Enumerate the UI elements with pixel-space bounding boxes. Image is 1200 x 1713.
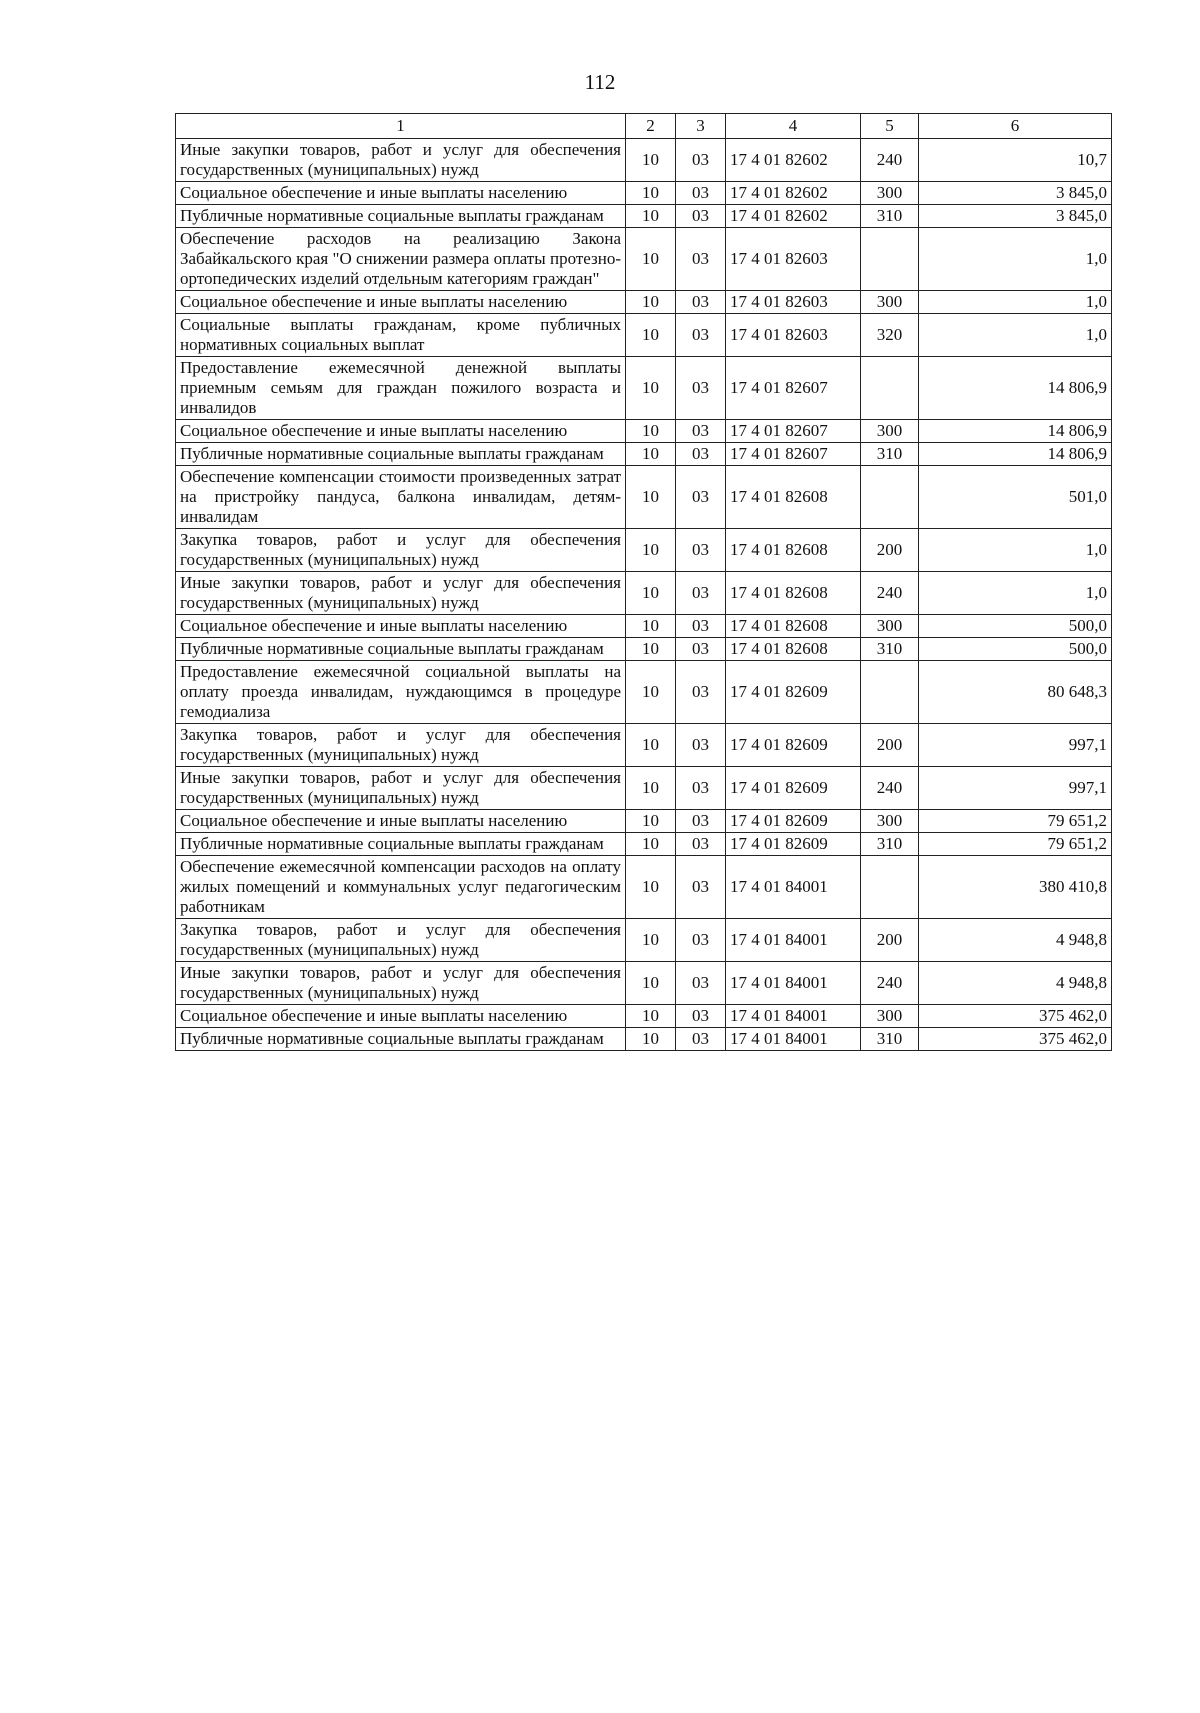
row-subsection: 03 [676,856,726,919]
table-row [176,443,1112,466]
row-amount: 380 410,8 [919,856,1112,919]
table-row [176,139,1112,182]
row-name: Публичные нормативные социальные выплаты гражданам [176,833,626,856]
row-amount: 1,0 [919,228,1112,291]
row-amount: 14 806,9 [919,420,1112,443]
row-target-article: 17 4 01 82602 [726,182,861,205]
row-section: 10 [626,615,676,638]
row-target-article: 17 4 01 82608 [726,572,861,615]
budget-table [175,113,1112,1051]
row-target-article: 17 4 01 82609 [726,810,861,833]
row-subsection: 03 [676,1028,726,1051]
table-row [176,205,1112,228]
row-target-article: 17 4 01 84001 [726,856,861,919]
row-section: 10 [626,443,676,466]
row-name: Социальное обеспечение и иные выплаты населению [176,182,626,205]
row-subsection: 03 [676,182,726,205]
row-subsection: 03 [676,443,726,466]
row-section: 10 [626,833,676,856]
row-subsection: 03 [676,1005,726,1028]
row-expense-type: 240 [861,139,919,182]
header-col-4: 4 [726,114,861,139]
page-number: 112 [584,70,616,94]
row-amount: 1,0 [919,314,1112,357]
table-row [176,1028,1112,1051]
row-subsection: 03 [676,919,726,962]
row-amount: 1,0 [919,529,1112,572]
row-section: 10 [626,357,676,420]
table-row [176,228,1112,291]
row-amount: 375 462,0 [919,1028,1112,1051]
row-subsection: 03 [676,661,726,724]
table-row [176,529,1112,572]
row-subsection: 03 [676,228,726,291]
row-target-article: 17 4 01 82603 [726,291,861,314]
row-amount: 4 948,8 [919,919,1112,962]
table-row [176,1005,1112,1028]
row-name: Закупка товаров, работ и услуг для обеспечения государственных (муниципальных) нужд [176,529,626,572]
row-target-article: 17 4 01 82607 [726,443,861,466]
row-section: 10 [626,139,676,182]
row-name: Закупка товаров, работ и услуг для обеспечения государственных (муниципальных) нужд [176,724,626,767]
row-target-article: 17 4 01 84001 [726,1028,861,1051]
table-row [176,638,1112,661]
row-subsection: 03 [676,314,726,357]
row-expense-type: 310 [861,1028,919,1051]
table-row [176,466,1112,529]
row-subsection: 03 [676,615,726,638]
table-row [176,810,1112,833]
row-section: 10 [626,314,676,357]
table-row [176,420,1112,443]
row-target-article: 17 4 01 82608 [726,466,861,529]
row-expense-type: 200 [861,529,919,572]
row-name: Обеспечение компенсации стоимости произведенных затрат на пристройку пандуса, балкона инвалидам, детям-инвалидам [176,466,626,529]
row-target-article: 17 4 01 82609 [726,767,861,810]
row-name: Публичные нормативные социальные выплаты гражданам [176,205,626,228]
row-section: 10 [626,1028,676,1051]
row-section: 10 [626,919,676,962]
row-section: 10 [626,228,676,291]
row-subsection: 03 [676,833,726,856]
row-target-article: 17 4 01 82603 [726,314,861,357]
row-name: Социальные выплаты гражданам, кроме публичных нормативных социальных выплат [176,314,626,357]
table-row [176,962,1112,1005]
row-section: 10 [626,962,676,1005]
row-section: 10 [626,291,676,314]
row-target-article: 17 4 01 82602 [726,139,861,182]
row-name: Предоставление ежемесячной денежной выплаты приемным семьям для граждан пожилого возраста и инвалидов [176,357,626,420]
table-row [176,833,1112,856]
row-amount: 3 845,0 [919,182,1112,205]
row-target-article: 17 4 01 82609 [726,724,861,767]
row-subsection: 03 [676,572,726,615]
row-name: Социальное обеспечение и иные выплаты населению [176,810,626,833]
table-row [176,572,1112,615]
row-section: 10 [626,767,676,810]
row-section: 10 [626,182,676,205]
table-row [176,856,1112,919]
row-target-article: 17 4 01 82607 [726,420,861,443]
row-expense-type: 240 [861,962,919,1005]
row-expense-type: 200 [861,919,919,962]
row-name: Обеспечение ежемесячной компенсации расходов на оплату жилых помещений и коммунальных услуг педагогическим работникам [176,856,626,919]
row-name: Публичные нормативные социальные выплаты гражданам [176,638,626,661]
table-body [176,139,1112,1051]
row-expense-type: 300 [861,810,919,833]
row-expense-type [861,228,919,291]
row-target-article: 17 4 01 82608 [726,638,861,661]
row-target-article: 17 4 01 82607 [726,357,861,420]
row-name: Социальное обеспечение и иные выплаты населению [176,1005,626,1028]
row-name: Публичные нормативные социальные выплаты гражданам [176,443,626,466]
row-name: Иные закупки товаров, работ и услуг для обеспечения государственных (муниципальных) нужд [176,139,626,182]
row-amount: 14 806,9 [919,357,1112,420]
row-subsection: 03 [676,466,726,529]
table-row [176,767,1112,810]
row-target-article: 17 4 01 84001 [726,1005,861,1028]
row-amount: 375 462,0 [919,1005,1112,1028]
row-section: 10 [626,572,676,615]
table-row [176,615,1112,638]
row-target-article: 17 4 01 84001 [726,919,861,962]
row-subsection: 03 [676,638,726,661]
table-header-row [176,114,1112,139]
row-amount: 997,1 [919,767,1112,810]
row-name: Социальное обеспечение и иные выплаты населению [176,615,626,638]
row-section: 10 [626,466,676,529]
table-row [176,919,1112,962]
row-name: Социальное обеспечение и иные выплаты населению [176,420,626,443]
row-section: 10 [626,724,676,767]
header-col-5: 5 [861,114,919,139]
row-target-article: 17 4 01 82608 [726,615,861,638]
row-subsection: 03 [676,810,726,833]
row-amount: 79 651,2 [919,810,1112,833]
table-row [176,724,1112,767]
row-expense-type [861,466,919,529]
header-col-6: 6 [919,114,1112,139]
header-col-3: 3 [676,114,726,139]
table-row [176,314,1112,357]
row-amount: 501,0 [919,466,1112,529]
row-section: 10 [626,420,676,443]
row-expense-type [861,357,919,420]
row-subsection: 03 [676,420,726,443]
row-section: 10 [626,529,676,572]
row-expense-type: 310 [861,205,919,228]
row-section: 10 [626,205,676,228]
row-amount: 14 806,9 [919,443,1112,466]
row-target-article: 17 4 01 84001 [726,962,861,1005]
row-name: Иные закупки товаров, работ и услуг для обеспечения государственных (муниципальных) нужд [176,962,626,1005]
row-section: 10 [626,856,676,919]
row-name: Публичные нормативные социальные выплаты гражданам [176,1028,626,1051]
table-row [176,661,1112,724]
row-target-article: 17 4 01 82609 [726,833,861,856]
row-expense-type: 240 [861,572,919,615]
row-amount: 1,0 [919,572,1112,615]
row-amount: 3 845,0 [919,205,1112,228]
header-col-2: 2 [626,114,676,139]
row-section: 10 [626,810,676,833]
row-name: Иные закупки товаров, работ и услуг для обеспечения государственных (муниципальных) нужд [176,767,626,810]
row-expense-type: 300 [861,615,919,638]
row-expense-type [861,856,919,919]
row-expense-type: 310 [861,638,919,661]
row-amount: 79 651,2 [919,833,1112,856]
row-subsection: 03 [676,962,726,1005]
row-name: Обеспечение расходов на реализацию Закона Забайкальского края "О снижении размера оплаты протезно-ортопедических изделий отдельным категориям граждан" [176,228,626,291]
row-expense-type: 310 [861,833,919,856]
row-target-article: 17 4 01 82602 [726,205,861,228]
row-subsection: 03 [676,139,726,182]
row-target-article: 17 4 01 82608 [726,529,861,572]
row-expense-type: 300 [861,420,919,443]
row-expense-type: 200 [861,724,919,767]
header-col-1: 1 [176,114,626,139]
row-name: Социальное обеспечение и иные выплаты населению [176,291,626,314]
row-target-article: 17 4 01 82603 [726,228,861,291]
row-amount: 80 648,3 [919,661,1112,724]
row-target-article: 17 4 01 82609 [726,661,861,724]
row-expense-type: 240 [861,767,919,810]
row-subsection: 03 [676,291,726,314]
row-subsection: 03 [676,529,726,572]
row-amount: 1,0 [919,291,1112,314]
row-expense-type: 300 [861,1005,919,1028]
row-amount: 997,1 [919,724,1112,767]
row-name: Иные закупки товаров, работ и услуг для обеспечения государственных (муниципальных) нужд [176,572,626,615]
row-expense-type: 310 [861,443,919,466]
row-expense-type: 300 [861,291,919,314]
row-section: 10 [626,1005,676,1028]
row-subsection: 03 [676,357,726,420]
row-section: 10 [626,661,676,724]
row-section: 10 [626,638,676,661]
row-amount: 4 948,8 [919,962,1112,1005]
row-expense-type [861,661,919,724]
row-subsection: 03 [676,724,726,767]
row-amount: 10,7 [919,139,1112,182]
row-amount: 500,0 [919,638,1112,661]
row-expense-type: 320 [861,314,919,357]
table-row [176,357,1112,420]
row-subsection: 03 [676,767,726,810]
row-subsection: 03 [676,205,726,228]
table-row [176,182,1112,205]
row-name: Предоставление ежемесячной социальной выплаты на оплату проезда инвалидам, нуждающимся в процедуре гемодиализа [176,661,626,724]
row-amount: 500,0 [919,615,1112,638]
row-name: Закупка товаров, работ и услуг для обеспечения государственных (муниципальных) нужд [176,919,626,962]
row-expense-type: 300 [861,182,919,205]
table-row [176,291,1112,314]
